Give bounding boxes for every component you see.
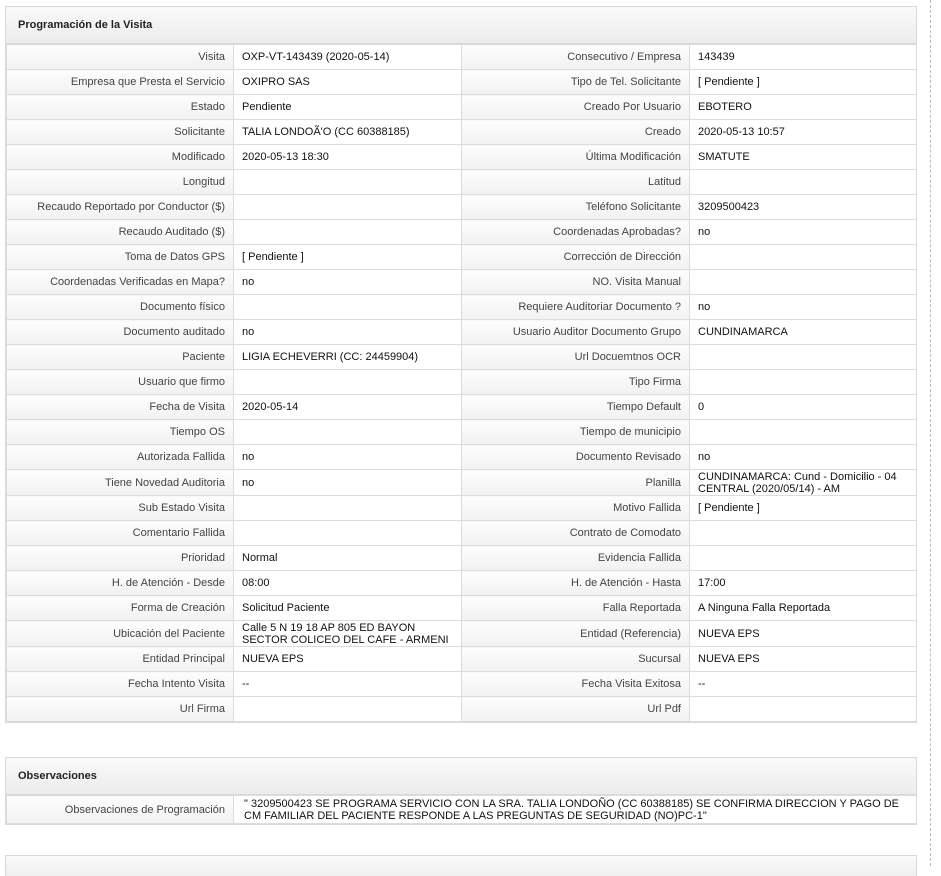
field-label: Url Docuemtnos OCR bbox=[462, 345, 690, 370]
field-value bbox=[234, 697, 462, 722]
table-row bbox=[7, 345, 917, 370]
field-label: Planilla bbox=[462, 470, 690, 496]
table-row bbox=[7, 320, 917, 345]
table-row bbox=[7, 496, 917, 521]
field-value bbox=[234, 295, 462, 320]
table-row bbox=[7, 120, 917, 145]
table-row bbox=[7, 245, 917, 270]
field-value bbox=[234, 220, 462, 245]
field-label: Motivo Fallida bbox=[462, 496, 690, 521]
field-label: Consecutivo / Empresa bbox=[462, 45, 690, 70]
field-value: 08:00 bbox=[234, 571, 462, 596]
field-label: H. de Atención - Hasta bbox=[462, 571, 690, 596]
table-row bbox=[7, 195, 917, 220]
field-value: 2020-05-13 18:30 bbox=[234, 145, 462, 170]
field-value: [ Pendiente ] bbox=[234, 245, 462, 270]
field-value: 3209500423 bbox=[690, 195, 917, 220]
field-value bbox=[690, 245, 917, 270]
table-row bbox=[7, 170, 917, 195]
field-label: Tiempo de municipio bbox=[462, 420, 690, 445]
observaciones-label: Observaciones de Programación bbox=[7, 796, 234, 824]
field-label: Coordenadas Aprobadas? bbox=[462, 220, 690, 245]
field-value: SMATUTE bbox=[690, 145, 917, 170]
field-label: Entidad Principal bbox=[7, 647, 234, 672]
table-row bbox=[7, 370, 917, 395]
table-row bbox=[7, 521, 917, 546]
field-label: Tiempo OS bbox=[7, 420, 234, 445]
field-value: NUEVA EPS bbox=[234, 647, 462, 672]
field-value bbox=[234, 370, 462, 395]
table-row bbox=[7, 571, 917, 596]
field-label: Creado Por Usuario bbox=[462, 95, 690, 120]
field-value: -- bbox=[690, 672, 917, 697]
field-value: OXP-VT-143439 (2020-05-14) bbox=[234, 45, 462, 70]
table-row bbox=[7, 647, 917, 672]
field-value bbox=[690, 420, 917, 445]
table-row bbox=[7, 420, 917, 445]
field-label: Última Modificación bbox=[462, 145, 690, 170]
field-value: no bbox=[234, 445, 462, 470]
field-label: Longitud bbox=[7, 170, 234, 195]
table-row bbox=[7, 295, 917, 320]
table-row bbox=[7, 621, 917, 647]
field-value bbox=[690, 270, 917, 295]
field-value: no bbox=[690, 220, 917, 245]
field-label: Paciente bbox=[7, 345, 234, 370]
field-label: Url Pdf bbox=[462, 697, 690, 722]
field-label: Corrección de Dirección bbox=[462, 245, 690, 270]
table-row bbox=[7, 220, 917, 245]
field-value: Calle 5 N 19 18 AP 805 ED BAYON SECTOR COLICEO DEL CAFE - ARMENI bbox=[234, 621, 462, 647]
table-row bbox=[7, 270, 917, 295]
field-value: 2020-05-14 bbox=[234, 395, 462, 420]
field-label: Tiene Novedad Auditoria bbox=[7, 470, 234, 496]
field-label: Forma de Creación bbox=[7, 596, 234, 621]
field-value bbox=[234, 420, 462, 445]
field-value: Normal bbox=[234, 546, 462, 571]
observaciones-row bbox=[7, 796, 917, 824]
field-value: no bbox=[234, 320, 462, 345]
field-value: NUEVA EPS bbox=[690, 621, 917, 647]
field-value: CUNDINAMARCA bbox=[690, 320, 917, 345]
table-row bbox=[7, 95, 917, 120]
field-label: Requiere Auditoriar Documento ? bbox=[462, 295, 690, 320]
field-value: CUNDINAMARCA: Cund - Domicilio - 04 CENTRAL (2020/05/14) - AM bbox=[690, 470, 917, 496]
field-value: no bbox=[234, 470, 462, 496]
field-value: -- bbox=[234, 672, 462, 697]
field-label: Falla Reportada bbox=[462, 596, 690, 621]
field-label: Tipo de Tel. Solicitante bbox=[462, 70, 690, 95]
field-value: 2020-05-13 10:57 bbox=[690, 120, 917, 145]
field-value: Pendiente bbox=[234, 95, 462, 120]
field-label: Modificado bbox=[7, 145, 234, 170]
field-value: 0 bbox=[690, 395, 917, 420]
field-value bbox=[234, 170, 462, 195]
field-value: NUEVA EPS bbox=[690, 647, 917, 672]
field-label: Fecha de Visita bbox=[7, 395, 234, 420]
field-label: Usuario que firmo bbox=[7, 370, 234, 395]
field-label: Documento Revisado bbox=[462, 445, 690, 470]
field-label: Coordenadas Verificadas en Mapa? bbox=[7, 270, 234, 295]
field-label: Prioridad bbox=[7, 546, 234, 571]
field-value: LIGIA ECHEVERRI (CC: 24459904) bbox=[234, 345, 462, 370]
field-label: Recaudo Reportado por Conductor ($) bbox=[7, 195, 234, 220]
field-label: Latitud bbox=[462, 170, 690, 195]
field-label: Comentario Fallida bbox=[7, 521, 234, 546]
field-value: A Ninguna Falla Reportada bbox=[690, 596, 917, 621]
field-value bbox=[690, 370, 917, 395]
table-row bbox=[7, 395, 917, 420]
field-label: Creado bbox=[462, 120, 690, 145]
field-label: Toma de Datos GPS bbox=[7, 245, 234, 270]
field-label: Teléfono Solicitante bbox=[462, 195, 690, 220]
field-label: Empresa que Presta el Servicio bbox=[7, 70, 234, 95]
observaciones-table bbox=[6, 795, 917, 824]
table-row bbox=[7, 672, 917, 697]
field-label: H. de Atención - Desde bbox=[7, 571, 234, 596]
field-label: Autorizada Fallida bbox=[7, 445, 234, 470]
table-row bbox=[7, 596, 917, 621]
field-label: Sucursal bbox=[462, 647, 690, 672]
programacion-table bbox=[6, 44, 917, 722]
field-value bbox=[234, 496, 462, 521]
page-dashed-border bbox=[930, 0, 931, 866]
field-label: Fecha Visita Exitosa bbox=[462, 672, 690, 697]
field-value bbox=[690, 697, 917, 722]
field-value bbox=[690, 345, 917, 370]
table-row bbox=[7, 145, 917, 170]
programacion-panel bbox=[5, 6, 917, 723]
field-value: [ Pendiente ] bbox=[690, 70, 917, 95]
field-label: Contrato de Comodato bbox=[462, 521, 690, 546]
programacion-title: Programación de la Visita bbox=[6, 7, 916, 44]
field-label: Sub Estado Visita bbox=[7, 496, 234, 521]
table-row bbox=[7, 697, 917, 722]
field-value: Solicitud Paciente bbox=[234, 596, 462, 621]
field-label: Tiempo Default bbox=[462, 395, 690, 420]
observaciones-value: " 3209500423 SE PROGRAMA SERVICIO CON LA SRA. TALIA LONDOÑO (CC 60388185) SE CONFIRMA DIRECCION Y PAGO DE CM FAMILIAR DEL PACIENTE RESPONDE A LAS PREGUNTAS DE SEGURIDAD (NO)PC-1" bbox=[234, 796, 917, 824]
field-value: no bbox=[690, 295, 917, 320]
field-label: Documento físico bbox=[7, 295, 234, 320]
field-label: Evidencia Fallida bbox=[462, 546, 690, 571]
field-label: Estado bbox=[7, 95, 234, 120]
field-label: Tipo Firma bbox=[462, 370, 690, 395]
field-label: Documento auditado bbox=[7, 320, 234, 345]
field-value bbox=[690, 170, 917, 195]
field-label: Ubicación del Paciente bbox=[7, 621, 234, 647]
field-label: Solicitante bbox=[7, 120, 234, 145]
field-value: 143439 bbox=[690, 45, 917, 70]
observaciones-panel bbox=[5, 757, 917, 825]
field-label: NO. Visita Manual bbox=[462, 270, 690, 295]
field-value: TALIA LONDOÃ'O (CC 60388185) bbox=[234, 120, 462, 145]
field-value bbox=[234, 521, 462, 546]
field-label: Fecha Intento Visita bbox=[7, 672, 234, 697]
table-row bbox=[7, 70, 917, 95]
field-value: OXIPRO SAS bbox=[234, 70, 462, 95]
field-label: Recaudo Auditado ($) bbox=[7, 220, 234, 245]
field-label: Visita bbox=[7, 45, 234, 70]
table-row bbox=[7, 546, 917, 571]
field-value: no bbox=[234, 270, 462, 295]
field-value: EBOTERO bbox=[690, 95, 917, 120]
field-value: 17:00 bbox=[690, 571, 917, 596]
field-value bbox=[234, 195, 462, 220]
table-row bbox=[7, 45, 917, 70]
observaciones-title: Observaciones bbox=[6, 758, 916, 795]
table-row bbox=[7, 470, 917, 496]
field-value bbox=[690, 546, 917, 571]
table-row bbox=[7, 445, 917, 470]
field-value: no bbox=[690, 445, 917, 470]
field-value bbox=[690, 521, 917, 546]
field-label: Url Firma bbox=[7, 697, 234, 722]
field-value: [ Pendiente ] bbox=[690, 496, 917, 521]
field-label: Entidad (Referencia) bbox=[462, 621, 690, 647]
field-label: Usuario Auditor Documento Grupo bbox=[462, 320, 690, 345]
